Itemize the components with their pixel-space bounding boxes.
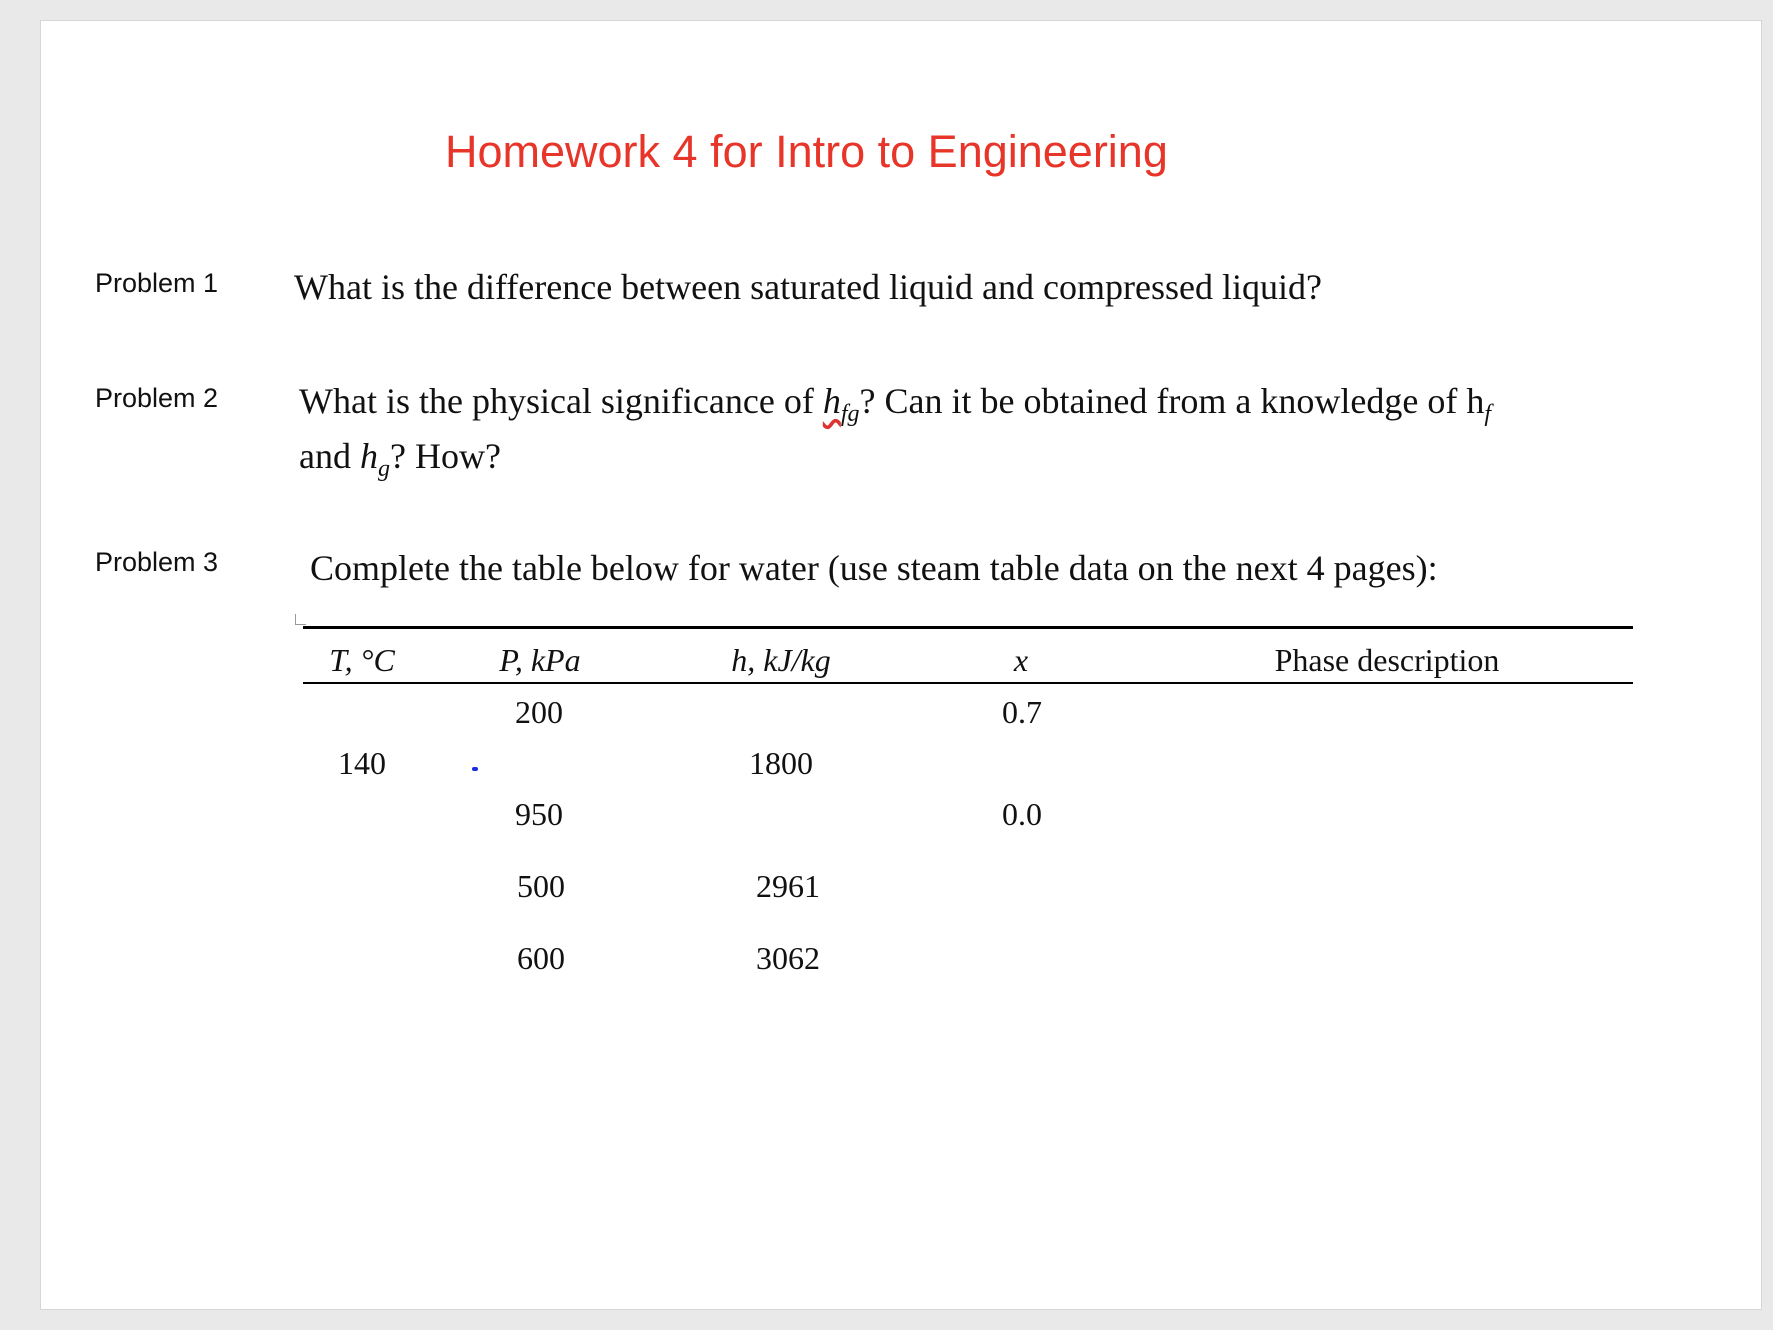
table-cell-p: 500 bbox=[517, 868, 565, 904]
problem-2-text bbox=[299, 380, 1491, 490]
table-cell-x: 0.7 bbox=[1002, 694, 1042, 730]
problem-3-label: Problem 3 bbox=[95, 547, 219, 577]
problem-2-line-2: and $h_g$? How? bbox=[299, 436, 501, 482]
header-phase-description: Phase description bbox=[1274, 642, 1500, 678]
table-cell-p: 200 bbox=[515, 694, 563, 730]
header-quality: x bbox=[1013, 642, 1029, 678]
table-cell-h: 2961 bbox=[756, 868, 820, 904]
h-g-subscript: g bbox=[377, 456, 390, 482]
problem-2-line-1: What is the physical significance of $h_{fg}$? Can it be obtained from a knowledge of $h_f$ bbox=[299, 381, 1491, 427]
table-anchor-icon bbox=[295, 614, 306, 625]
text-cursor-mark bbox=[472, 767, 478, 771]
table-header-rule bbox=[303, 682, 1633, 684]
h-f-subscript: f bbox=[1484, 401, 1491, 427]
table-cell-p: 950 bbox=[515, 796, 563, 832]
table-cell-h: 1800 bbox=[749, 745, 813, 781]
document-title: Homework 4 for Intro to Engineering bbox=[445, 126, 1168, 177]
table-cell-t: 140 bbox=[338, 745, 386, 781]
table-top-rule bbox=[303, 626, 1633, 629]
document-page bbox=[40, 20, 1762, 1310]
header-temperature: T, °C bbox=[329, 642, 395, 678]
problem-1-text: What is the difference between saturated liquid and compressed liquid? bbox=[294, 267, 1322, 307]
problem-2-label: Problem 2 bbox=[95, 383, 219, 413]
header-enthalpy: h, kJ/kg bbox=[731, 642, 831, 678]
problem-1-label: Problem 1 bbox=[95, 268, 219, 298]
problem-3-text: Complete the table below for water (use steam table data on the next 4 pages): bbox=[310, 548, 1438, 588]
table-cell-h: 3062 bbox=[756, 940, 820, 976]
header-pressure: P, kPa bbox=[499, 642, 581, 678]
h-fg-symbol: $h_{fg}$ bbox=[822, 381, 860, 427]
table-cell-p: 600 bbox=[517, 940, 565, 976]
table-cell-x: 0.0 bbox=[1002, 796, 1042, 832]
